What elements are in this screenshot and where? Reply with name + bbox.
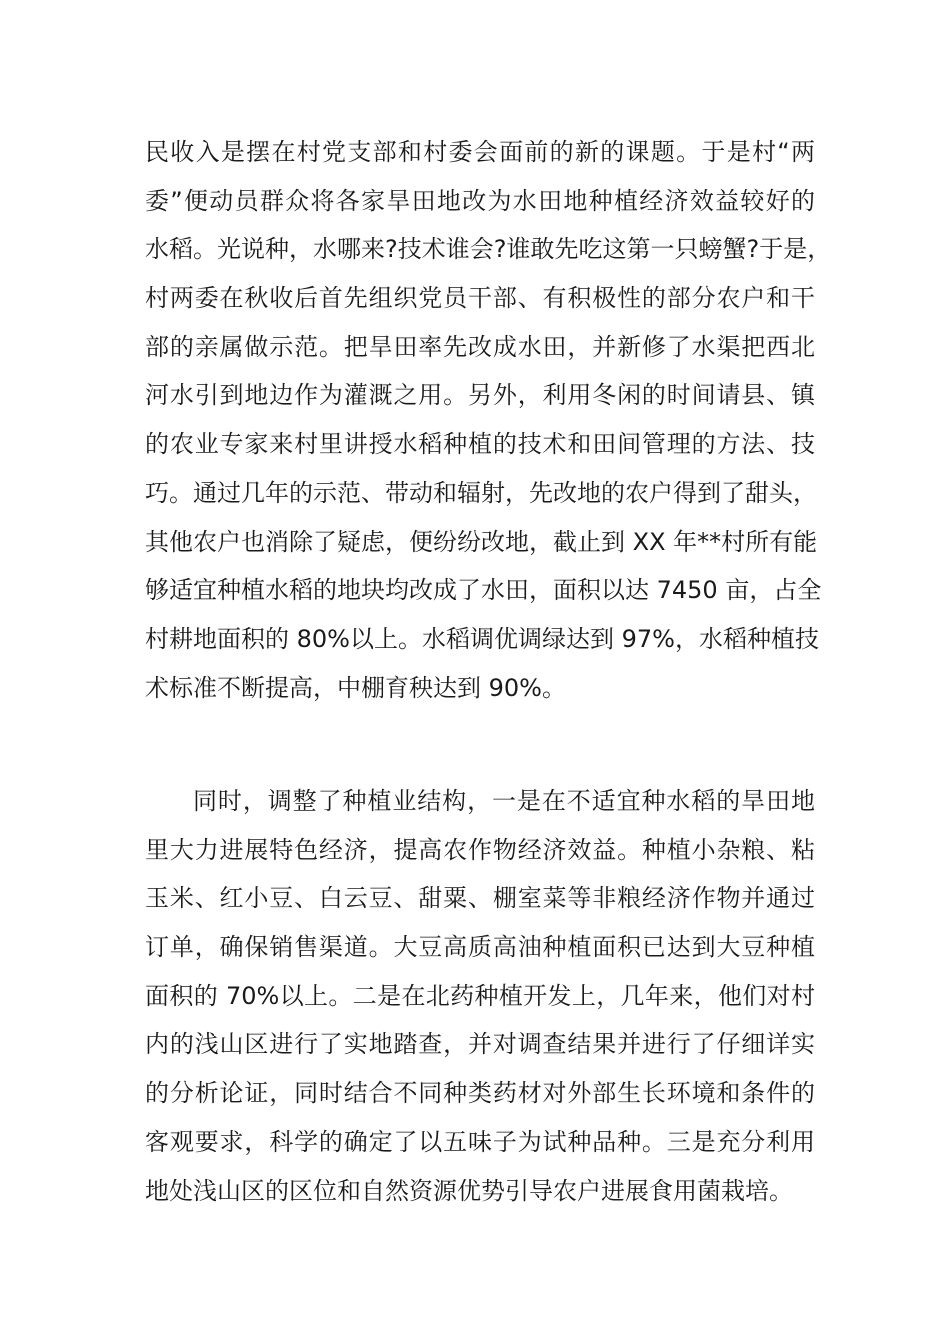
- paragraph-line: 村耕地面积的 80%以上。水稻调优调绿达到 97%，水稻种植技: [145, 624, 819, 653]
- paragraph-line: 够适宜种植水稻的地块均改成了水田，面积以达 7450 亩，占全: [145, 576, 822, 605]
- paragraph-line: 河水引到地边作为灌溉之用。另外，利用冬闲的时间请县、镇: [145, 381, 815, 410]
- paragraph-line: 的农业专家来村里讲授水稻种植的技术和田间管理的方法、技: [145, 430, 815, 459]
- paragraph-line: 玉米、红小豆、白云豆、甜粟、棚室菜等非粮经济作物并通过: [145, 884, 815, 913]
- paragraph-line: 委”便动员群众将各家旱田地改为水田地种植经济效益较好的: [145, 186, 815, 215]
- paragraph-line: 水稻。光说种，水哪来?技术谁会?谁敢先吃这第一只螃蟹?于是，: [145, 235, 832, 264]
- paragraph-line: 民收入是摆在村党支部和村委会面前的新的课题。于是村“两: [145, 138, 815, 166]
- paragraph-line: 内的浅山区进行了实地踏查，并对调查结果并进行了仔细详实: [145, 1030, 815, 1059]
- paragraph-line: 订单，确保销售渠道。大豆高质高油种植面积已达到大豆种植: [145, 933, 815, 962]
- paragraph-line: 村两委在秋收后首先组织党员干部、有积极性的部分农户和干: [145, 284, 815, 313]
- paragraph-line: 地处浅山区的区位和自然资源优势引导农户进展食用菌栽培。: [145, 1176, 793, 1205]
- paragraph-2: [145, 777, 815, 1215]
- paragraph-line: 部的亲属做示范。把旱田率先改成水田，并新修了水渠把西北: [145, 332, 815, 361]
- paragraph-line: 里大力进展特色经济，提高农作物经济效益。种植小杂粮、粘: [145, 835, 815, 864]
- paragraph-line: 同时，调整了种植业结构，一是在不适宜种水稻的旱田地: [193, 787, 815, 815]
- paragraph-line: 的分析论证，同时结合不同种类药材对外部生长环境和条件的: [145, 1079, 815, 1108]
- paragraph-line: 其他农户也消除了疑虑，便纷纷改地，截止到 XX 年**村所有能: [145, 527, 818, 556]
- paragraph-1: [145, 128, 832, 712]
- paragraph-line: 术标准不断提高，中棚育秧达到 90%。: [145, 673, 566, 702]
- paragraph-line: 巧。通过几年的示范、带动和辐射，先改地的农户得到了甜头，: [145, 478, 817, 507]
- paragraph-line: 客观要求，科学的确定了以五味子为试种品种。三是充分利用: [145, 1127, 815, 1156]
- paragraph-line: 面积的 70%以上。二是在北药种植开发上，几年来，他们对村: [145, 981, 815, 1010]
